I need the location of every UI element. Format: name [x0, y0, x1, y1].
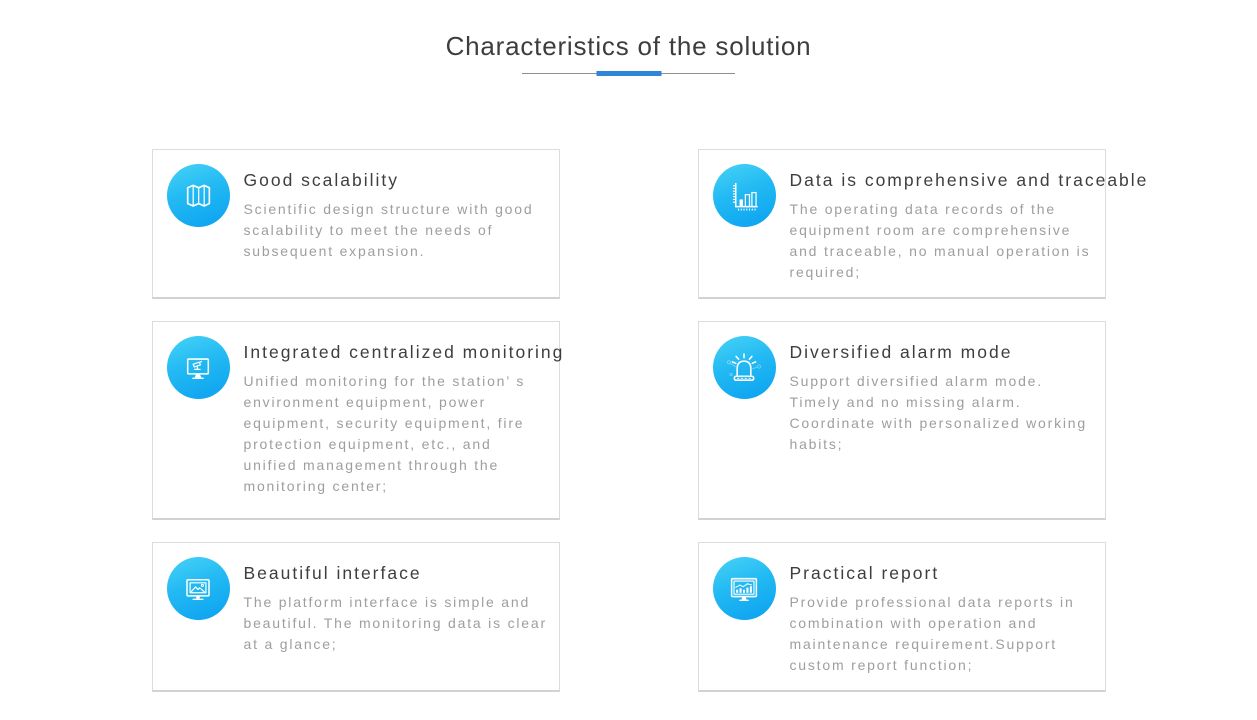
- feature-cards-grid: [152, 149, 1149, 692]
- card-description: Unified monitoring for the station’ s environment equipment, power equipment, security equipment, fire protection equipment, etc., and unified management through the monitoring center;: [243, 373, 526, 494]
- card-title: Good scalability: [243, 170, 400, 190]
- card-alarm-mode: [698, 321, 1106, 520]
- card-description: The platform interface is simple and beautiful. The monitoring data is clear at a glance;: [243, 594, 547, 652]
- monitor-image-icon: [167, 557, 230, 620]
- card-centralized-monitoring: [152, 321, 565, 520]
- map-icon: [167, 164, 230, 227]
- card-beautiful-interface: [152, 542, 560, 692]
- card-title: Data is comprehensive and traceable: [789, 170, 1149, 190]
- card-description: Support diversified alarm mode. Timely and no missing alarm. Coordinate with personalized working habits;: [789, 373, 1087, 452]
- card-title: Integrated centralized monitoring: [243, 342, 565, 362]
- underline-accent-segment: [596, 71, 661, 76]
- section-header: [0, 0, 1257, 76]
- card-title: Beautiful interface: [243, 563, 422, 583]
- card-description: The operating data records of the equipment room are comprehensive and traceable, no manual operation is required;: [789, 201, 1091, 280]
- card-good-scalability: [152, 149, 560, 299]
- card-text-block: [789, 164, 1149, 283]
- bar-chart-icon: [713, 164, 776, 227]
- card-title: Practical report: [789, 563, 940, 583]
- monitor-camera-icon: [167, 336, 230, 399]
- card-text-block: [244, 557, 551, 655]
- card-data-traceable: [698, 149, 1149, 299]
- card-description: Scientific design structure with good scalability to meet the needs of subsequent expansion.: [243, 201, 534, 259]
- page-title: Characteristics of the solution: [445, 31, 812, 61]
- card-description: Provide professional data reports in combination with operation and maintenance requirement.Support custom report function;: [789, 594, 1075, 673]
- card-text-block: [790, 336, 1097, 455]
- card-text-block: [244, 164, 551, 262]
- card-title: Diversified alarm mode: [789, 342, 1013, 362]
- card-practical-report: [698, 542, 1106, 692]
- alarm-siren-icon: [713, 336, 776, 399]
- title-underline: [522, 71, 735, 76]
- monitor-report-icon: [713, 557, 776, 620]
- card-text-block: [790, 557, 1097, 676]
- card-text-block: [243, 336, 565, 497]
